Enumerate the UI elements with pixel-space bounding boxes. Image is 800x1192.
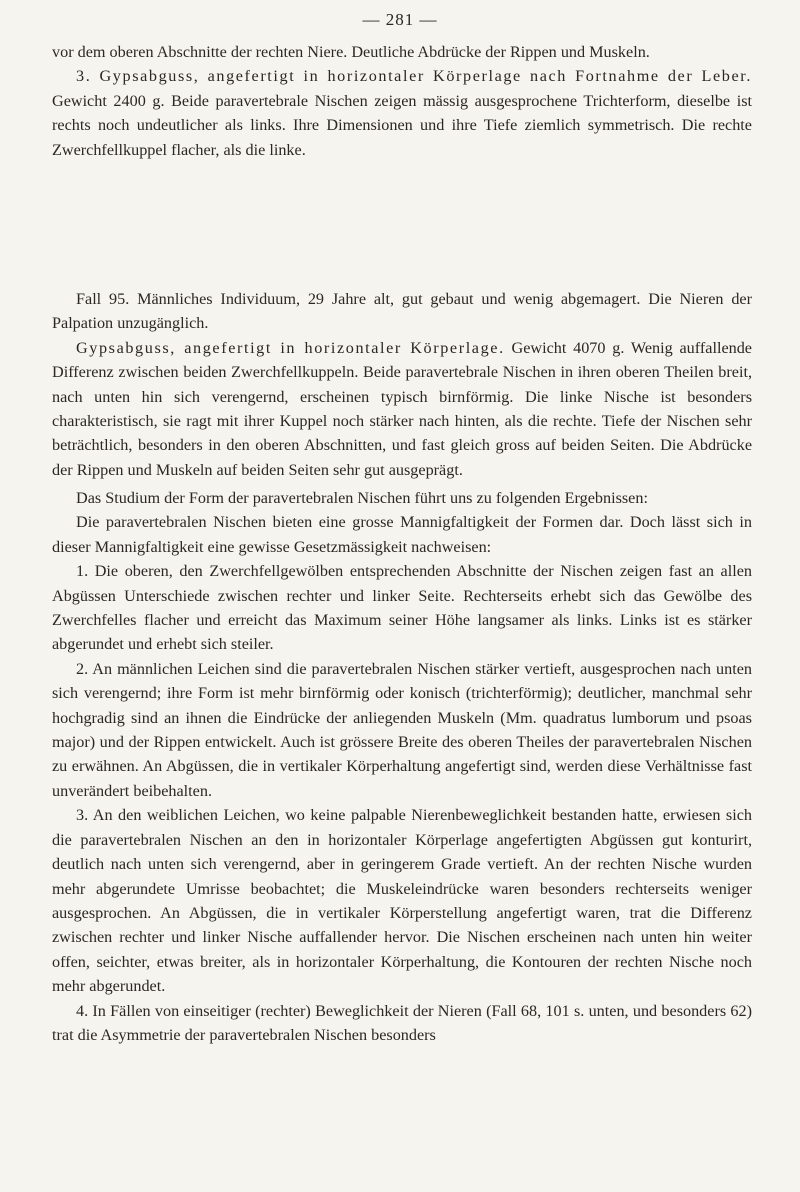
paragraph-results-general (52, 510, 752, 559)
paragraph-result-1 (52, 559, 752, 657)
paragraph-case-95-cast (52, 336, 752, 482)
paragraph-cast-3 (52, 64, 752, 162)
paragraph-result-3 (52, 803, 752, 998)
paragraph-text: 3. An den weiblichen Leichen, wo keine palpable Nierenbeweglichkeit bestanden hatte, erwiesen sich die paravertebralen Nischen an den in horizontaler Körperlage angefertigten Abgüssen gut konturirt, deutlich nach unten sich verengernd, aber in geringerem Grade vertieft. An der rechten Nische wurden mehr abgerundete Umrisse beobachtet; die Muskeleindrücke waren besonders rechterseits weniger ausgesprochen. An Abgüssen, die in vertikaler Körperstellung angefertigt waren, trat die Differenz zwischen rechter und linker Nische auffallender hervor. Die Nischen erscheinen nach unten hin weiter offen, seichter, etwas breiter, als in horizontaler Körperhaltung, die Kontouren der rechten Nische noch mehr abgerundet. (52, 806, 752, 996)
paragraph-text: Die paravertebralen Nischen bieten eine grosse Mannigfaltigkeit der Formen dar. Doch lässt sich in dieser Mannigfaltigkeit eine gewisse Gesetzmässigkeit nachweisen: (52, 513, 752, 556)
text-section-results (52, 486, 752, 1047)
paragraph-text: 2. An männlichen Leichen sind die paravertebralen Nischen stärker vertieft, ausgesprochen nach unten sich verengernd; ihre Form ist mehr birnförmig oder konisch (trichterförmig); deutlicher, manchmal sehr hochgradig sind an ihnen die Eindrücke der anliegenden Muskeln (Mm. quadratus lumborum und psoas major) und der Rippen entwickelt. Auch ist grössere Breite des oberen Theiles der paravertebralen Nischen zu erwähnen. An Abgüssen, die in vertikaler Körperhaltung angefertigt sind, werden diese Verhältnisse fast unverändert beibehalten. (52, 659, 752, 800)
paragraph-lead-spaced: 3. Gypsabguss, angefertigt in horizontaler Körperlage nach Fortnahme der Leber. (76, 67, 752, 86)
paragraph-continuation (52, 40, 752, 64)
paragraph-text: Das Studium der Form der paravertebralen Nischen führt uns zu folgenden Ergebnissen: (76, 489, 648, 507)
paragraph-text: Fall 95. Männliches Individuum, 29 Jahre alt, gut gebaut und wenig abgemagert. Die Nieren der Palpation unzugänglich. (52, 290, 752, 333)
paragraph-result-2 (52, 657, 752, 803)
paragraph-text: 4. In Fällen von einseitiger (rechter) Beweglichkeit der Nieren (Fall 68, 101 s. unten, und besonders 62) trat die Asymmetrie der paravertebralen Nischen besonders (52, 1001, 752, 1044)
paragraph-case-95 (52, 287, 752, 336)
paragraph-text: 1. Die oberen, den Zwerchfellgewölben entsprechenden Abschnitte der Nischen zeigen fast an allen Abgüssen Unterschiede zwischen rechter und linker Seite. Rechterseits erhebt sich das Gewölbe des Zwerchfelles flacher und erreicht das Maximum seiner Höhe langsamer als links. Links ist es stärker abgerundet und erhebt sich steiler. (52, 562, 752, 654)
paragraph-lead-spaced: Gypsabguss, angefertigt in horizontaler Körperlage. (76, 338, 505, 357)
paragraph-text: Gewicht 2400 g. Beide paravertebrale Nischen zeigen mässig ausgesprochene Trichterform, dieselbe ist rechts noch undeutlicher als links. Ihre Dimensionen und ihre Tiefe ziemlich symmetrisch. Die rechte Zwerchfellkuppel flacher, als die linke. (52, 91, 752, 159)
paragraph-results-intro (52, 486, 752, 510)
text-section-case-94-end (52, 40, 752, 162)
page-number: — 281 — (362, 10, 438, 29)
text-section-case-95 (52, 287, 752, 482)
paragraph-text: vor dem oberen Abschnitte der rechten Niere. Deutliche Abdrücke der Rippen und Muskeln. (52, 43, 650, 61)
paragraph-text: Gewicht 4070 g. Wenig auffallende Differenz zwischen beiden Zwerchfellkuppeln. Beide paravertebrale Nischen in ihren oberen Theilen breit, nach unten hin sich verengernd, erscheinen typisch birnförmig. Die linke Nische ist besonders charakteristisch, sie ragt mit ihrer Kuppel noch stärker nach hinten, als die rechte. Tiefe der Nischen sehr beträchtlich, besonders in den oberen Abschnitten, und fast gleich gross auf beiden Seiten. Die Abdrücke der Rippen und Muskeln auf beiden Seiten sehr gut ausgeprägt. (52, 338, 752, 479)
paragraph-result-4 (52, 999, 752, 1048)
